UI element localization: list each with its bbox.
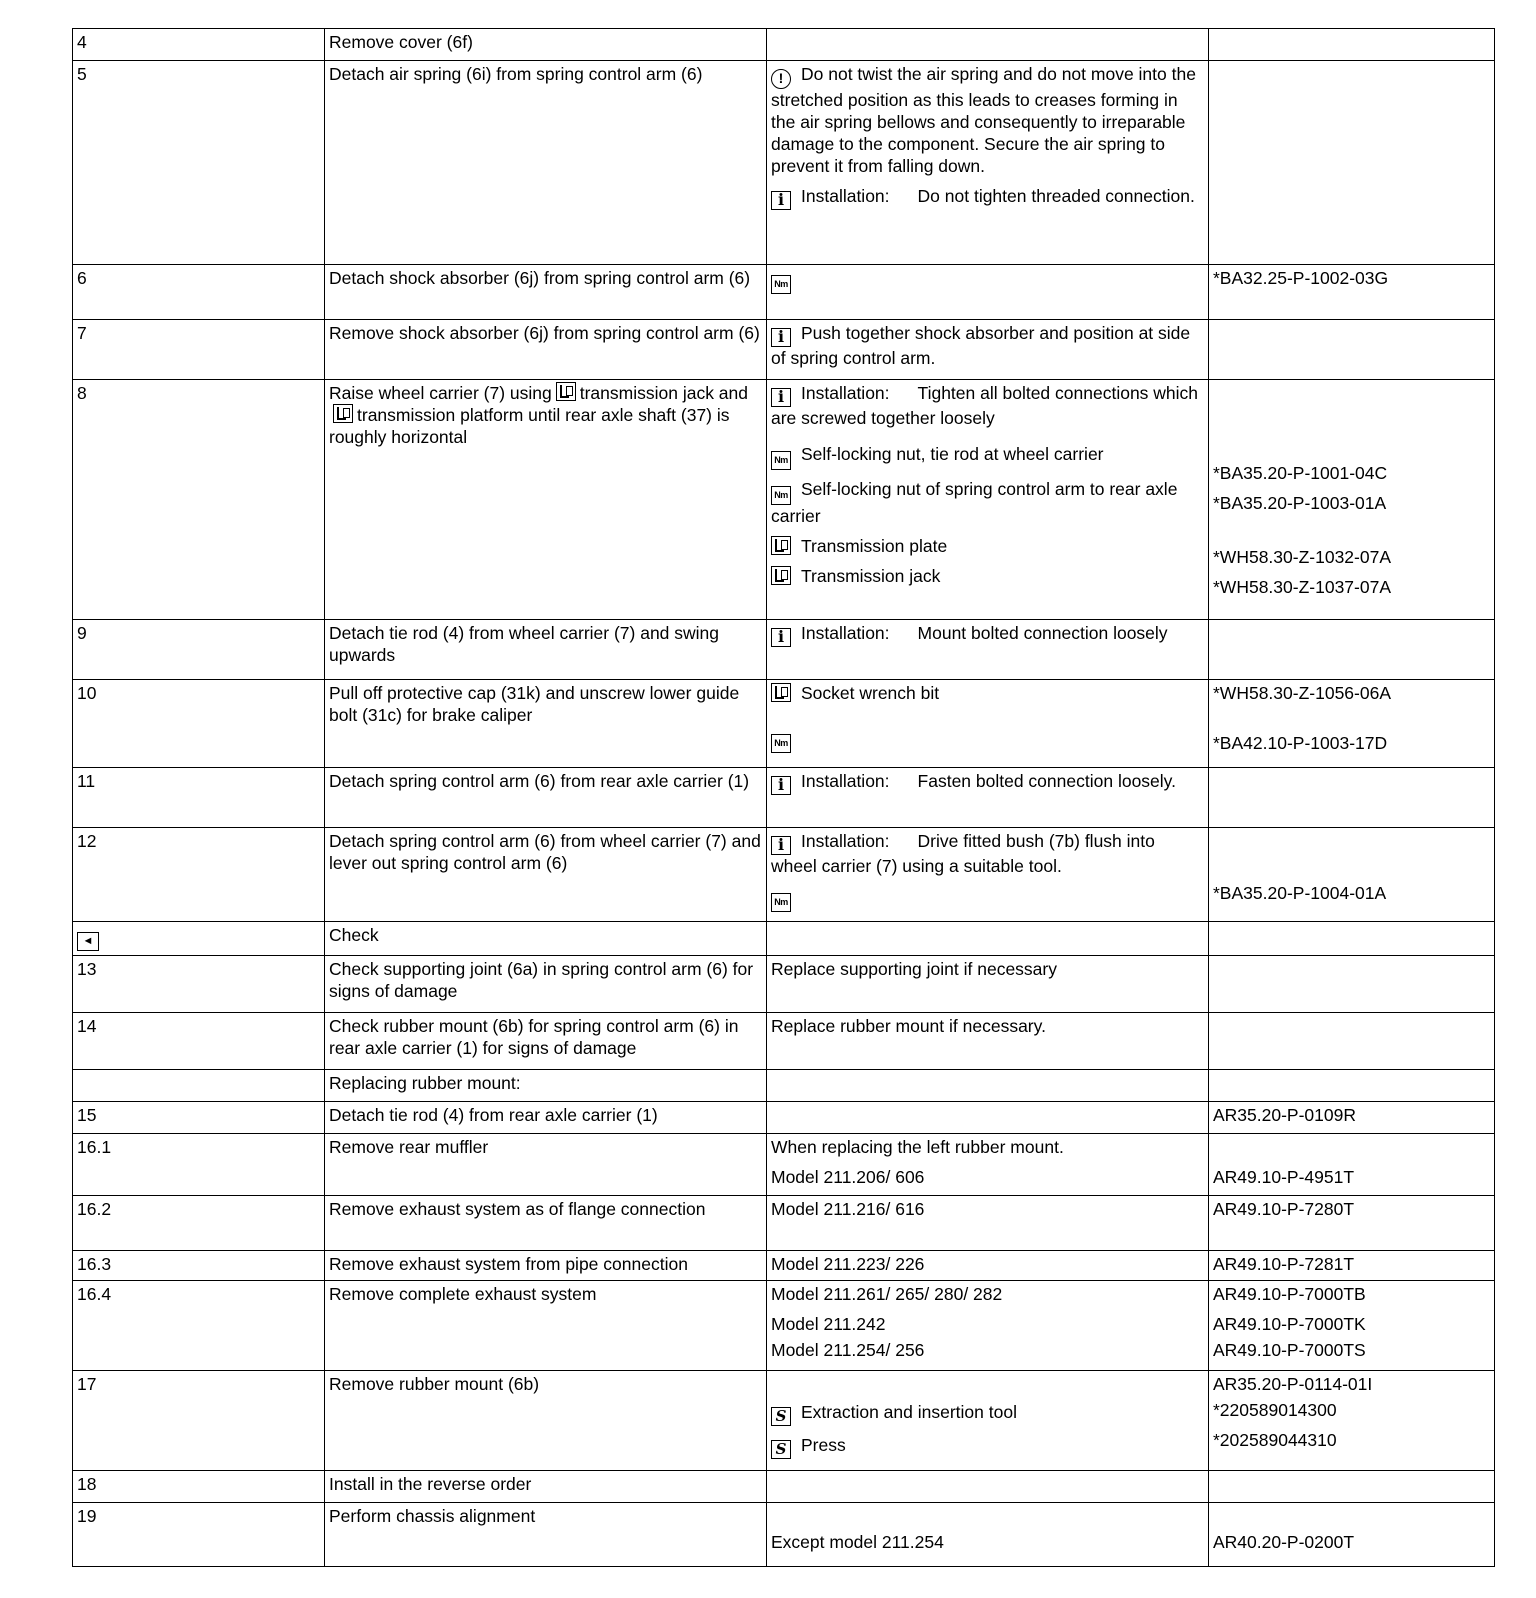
table-row xyxy=(73,828,1495,922)
step-note: Except model 211.254 xyxy=(767,1503,1209,1567)
special-tool-icon xyxy=(333,404,353,423)
table-row xyxy=(73,1281,1495,1371)
step-action: Detach tie rod (4) from rear axle carrier (1) xyxy=(325,1102,767,1134)
step-reference xyxy=(1209,680,1495,768)
table-row xyxy=(73,1102,1495,1134)
reference-link[interactable]: AR49.10-P-7000TB xyxy=(1213,1284,1366,1304)
reference-link[interactable]: *WH58.30-Z-1037-07A xyxy=(1213,577,1391,597)
step-number: 16.3 xyxy=(73,1251,325,1281)
reference-link[interactable]: *202589044310 xyxy=(1213,1430,1337,1450)
torque-item: NmSelf-locking nut, tie rod at wheel carrier xyxy=(771,443,1204,470)
reference-link[interactable]: AR40.20-P-0200T xyxy=(1213,1532,1355,1552)
step-number: 7 xyxy=(73,320,325,380)
step-action: Pull off protective cap (31k) and unscrew lower guide bolt (31c) for brake caliper xyxy=(325,680,767,768)
reference-link[interactable]: *BA35.20-P-1004-01A xyxy=(1213,883,1387,903)
table-row xyxy=(73,61,1495,265)
step-action: Check xyxy=(325,922,767,956)
step-number: 11 xyxy=(73,768,325,828)
step-action: Remove exhaust system as of flange connection xyxy=(325,1196,767,1251)
step-note xyxy=(767,1371,1209,1471)
step-action: Replacing rubber mount: xyxy=(325,1070,767,1102)
step-action: Detach air spring (6i) from spring control arm (6) xyxy=(325,61,767,265)
table-row xyxy=(73,380,1495,620)
step-reference xyxy=(1209,1070,1495,1102)
step-action: Remove rear muffler xyxy=(325,1134,767,1196)
step-note: Model 211.223/ 226 xyxy=(767,1251,1209,1281)
step-number: 12 xyxy=(73,828,325,922)
step-reference[interactable]: AR35.20-P-0109R xyxy=(1209,1102,1495,1134)
table-row xyxy=(73,1134,1495,1196)
torque-icon xyxy=(771,486,791,505)
step-reference xyxy=(1209,380,1495,620)
step-note xyxy=(767,922,1209,956)
step-action: Detach spring control arm (6) from wheel carrier (7) and lever out spring control arm (6) xyxy=(325,828,767,922)
step-note xyxy=(767,265,1209,320)
reference-link[interactable]: *BA42.10-P-1003-17D xyxy=(1213,733,1388,753)
reference-link[interactable]: *WH58.30-Z-1032-07A xyxy=(1213,547,1391,567)
step-note: When replacing the left rubber mount. Model 211.206/ 606 xyxy=(767,1134,1209,1196)
step-action: Install in the reverse order xyxy=(325,1471,767,1503)
info-icon xyxy=(771,191,791,210)
table-row xyxy=(73,1070,1495,1102)
step-number: 6 xyxy=(73,265,325,320)
step-reference xyxy=(1209,61,1495,265)
info-icon xyxy=(771,328,791,347)
step-action: Remove rubber mount (6b) xyxy=(325,1371,767,1471)
step-note xyxy=(767,380,1209,620)
step-number: 14 xyxy=(73,1013,325,1070)
step-note: Model 211.216/ 616 xyxy=(767,1196,1209,1251)
step-reference[interactable]: *BA32.25-P-1002-03G xyxy=(1209,265,1495,320)
reference-link[interactable]: *220589014300 xyxy=(1213,1400,1337,1420)
special-tool-icon xyxy=(556,382,576,401)
table-row xyxy=(73,1196,1495,1251)
step-note: Replace supporting joint if necessary xyxy=(767,956,1209,1013)
special-tool-icon xyxy=(771,683,791,702)
step-action: Detach shock absorber (6j) from spring control arm (6) xyxy=(325,265,767,320)
step-number: 16.1 xyxy=(73,1134,325,1196)
info-icon xyxy=(771,776,791,795)
tool-item: SPress xyxy=(771,1434,1204,1459)
step-note: Replace rubber mount if necessary. xyxy=(767,1013,1209,1070)
step-reference xyxy=(1209,1281,1495,1371)
step-note: i Installation: Fasten bolted connection loosely. xyxy=(767,768,1209,828)
tool-item: SExtraction and insertion tool xyxy=(771,1401,1204,1426)
step-note xyxy=(767,680,1209,768)
warning-note: ! Do not twist the air spring and do not move into the stretched position as this leads to creases forming in the air spring bellows and consequently to irreparable damage to the component. Secure the air spring to prevent it from falling down. xyxy=(771,63,1204,177)
tool-item: Transmission plate xyxy=(771,535,1204,557)
torque-icon xyxy=(771,275,791,294)
reference-link[interactable]: AR35.20-P-0114-01I xyxy=(1213,1374,1373,1394)
step-number: 16.2 xyxy=(73,1196,325,1251)
step-reference xyxy=(1209,1503,1495,1567)
step-action: Detach spring control arm (6) from rear axle carrier (1) xyxy=(325,768,767,828)
table-row xyxy=(73,320,1495,380)
step-number xyxy=(73,922,325,956)
step-action: Detach tie rod (4) from wheel carrier (7) and swing upwards xyxy=(325,620,767,680)
step-note xyxy=(767,1471,1209,1503)
torque-icon xyxy=(771,893,791,912)
special-tool-icon xyxy=(771,1407,791,1426)
step-reference[interactable]: AR49.10-P-7281T xyxy=(1209,1251,1495,1281)
step-number: 4 xyxy=(73,29,325,61)
step-number: 8 xyxy=(73,380,325,620)
step-reference xyxy=(1209,828,1495,922)
step-note xyxy=(767,29,1209,61)
check-icon xyxy=(77,932,99,951)
step-reference xyxy=(1209,620,1495,680)
torque-item xyxy=(771,885,1204,912)
step-action: Check supporting joint (6a) in spring control arm (6) for signs of damage xyxy=(325,956,767,1013)
table-row xyxy=(73,1471,1495,1503)
step-action: Perform chassis alignment xyxy=(325,1503,767,1567)
step-note: Model 211.261/ 265/ 280/ 282 Model 211.242 Model 211.254/ 256 xyxy=(767,1281,1209,1371)
tool-item: Transmission jack xyxy=(771,565,1204,587)
table-row xyxy=(73,922,1495,956)
special-tool-icon xyxy=(771,1440,791,1459)
step-number: 17 xyxy=(73,1371,325,1471)
table-row xyxy=(73,620,1495,680)
step-number xyxy=(73,1070,325,1102)
installation-note: iInstallation: Drive fitted bush (7b) flush into wheel carrier (7) using a suitable tool. xyxy=(771,830,1204,877)
step-action: Remove cover (6f) xyxy=(325,29,767,61)
step-reference xyxy=(1209,768,1495,828)
table-row xyxy=(73,1251,1495,1281)
step-note: iInstallation: Mount bolted connection loosely xyxy=(767,620,1209,680)
torque-item xyxy=(771,726,1204,753)
reference-link[interactable]: AR49.10-P-7000TK xyxy=(1213,1314,1366,1334)
reference-link[interactable]: *BA35.20-P-1001-04C xyxy=(1213,463,1388,483)
torque-icon xyxy=(771,734,791,753)
step-reference xyxy=(1209,1471,1495,1503)
tool-item: Socket wrench bit xyxy=(771,682,1204,704)
step-note xyxy=(767,61,1209,265)
installation-note: iInstallation: Do not tighten threaded connection. xyxy=(771,185,1204,210)
reference-link[interactable]: AR49.10-P-4951T xyxy=(1213,1167,1355,1187)
reference-link[interactable]: *BA35.20-P-1003-01A xyxy=(1213,493,1387,513)
special-tool-icon xyxy=(771,566,791,585)
step-note: i Push together shock absorber and position at side of spring control arm. xyxy=(767,320,1209,380)
step-reference xyxy=(1209,320,1495,380)
step-number: 13 xyxy=(73,956,325,1013)
step-reference xyxy=(1209,956,1495,1013)
special-tool-icon xyxy=(771,536,791,555)
step-action: Remove shock absorber (6j) from spring control arm (6) xyxy=(325,320,767,380)
table-row xyxy=(73,1013,1495,1070)
step-number: 18 xyxy=(73,1471,325,1503)
torque-icon xyxy=(771,451,791,470)
step-reference xyxy=(1209,1371,1495,1471)
torque-item: NmSelf-locking nut of spring control arm to rear axle carrier xyxy=(771,478,1204,527)
table-row xyxy=(73,956,1495,1013)
reference-link[interactable]: *WH58.30-Z-1056-06A xyxy=(1213,683,1391,703)
procedure-table xyxy=(72,28,1495,1567)
step-number: 19 xyxy=(73,1503,325,1567)
info-icon xyxy=(771,628,791,647)
table-row xyxy=(73,265,1495,320)
table-row xyxy=(73,768,1495,828)
reference-link[interactable]: AR49.10-P-7000TS xyxy=(1213,1340,1366,1360)
step-number: 5 xyxy=(73,61,325,265)
step-action: Check rubber mount (6b) for spring control arm (6) in rear axle carrier (1) for signs of damage xyxy=(325,1013,767,1070)
step-reference xyxy=(1209,29,1495,61)
step-number: 10 xyxy=(73,680,325,768)
step-reference[interactable]: AR49.10-P-7280T xyxy=(1209,1196,1495,1251)
table-row xyxy=(73,680,1495,768)
step-reference xyxy=(1209,1134,1495,1196)
step-reference xyxy=(1209,1013,1495,1070)
warning-icon xyxy=(771,69,791,89)
table-row xyxy=(73,1503,1495,1567)
table-row xyxy=(73,1371,1495,1471)
step-note xyxy=(767,1070,1209,1102)
step-reference xyxy=(1209,922,1495,956)
step-note xyxy=(767,828,1209,922)
installation-note: iInstallation: Tighten all bolted connections which are screwed together loosely xyxy=(771,382,1204,429)
step-number: 16.4 xyxy=(73,1281,325,1371)
step-action: Raise wheel carrier (7) using transmission jack andtransmission platform until rear axle shaft (37) is roughly horizontal xyxy=(325,380,767,620)
step-number: 15 xyxy=(73,1102,325,1134)
table-row xyxy=(73,29,1495,61)
step-action: Remove complete exhaust system xyxy=(325,1281,767,1371)
info-icon xyxy=(771,836,791,855)
info-icon xyxy=(771,388,791,407)
step-number: 9 xyxy=(73,620,325,680)
step-note xyxy=(767,1102,1209,1134)
step-action: Remove exhaust system from pipe connection xyxy=(325,1251,767,1281)
